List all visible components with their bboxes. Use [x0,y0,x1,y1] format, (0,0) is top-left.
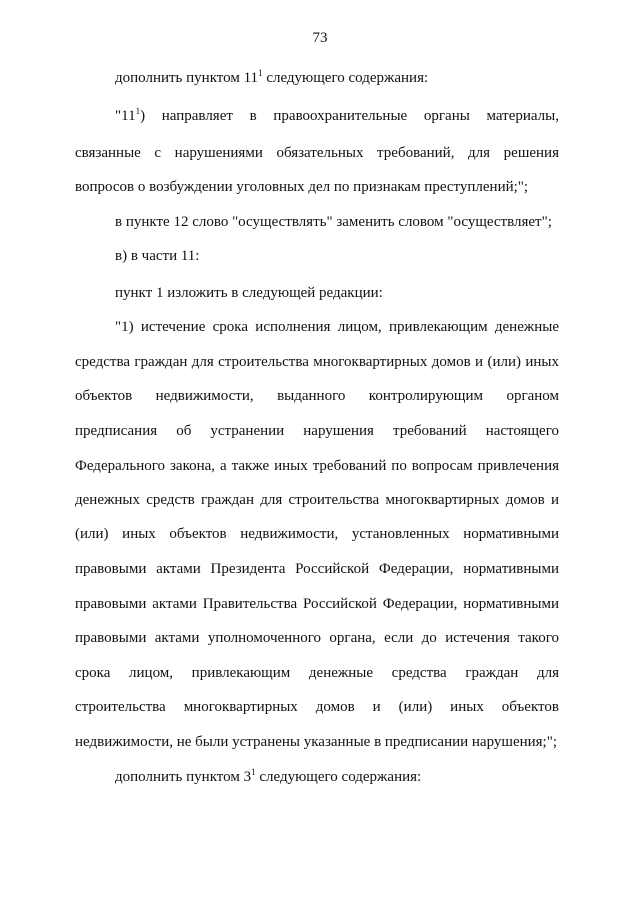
paragraph-line: объектов недвижимости, выданного контролирующим органом [75,388,559,404]
superscript: 1 [251,767,256,777]
text-fragment: следующего содержания: [262,70,429,86]
paragraph-line: в пункте 12 слово "осуществлять" заменить словом "осуществляет"; [115,214,552,230]
superscript: 1 [135,106,141,116]
paragraph-line: связанные с нарушениями обязательных требований, для решения [75,145,559,161]
paragraph-line: недвижимости, не были устранены указанные в предписании нарушения;"; [75,734,558,750]
text-fragment: дополнить пунктом 3 [115,769,252,785]
text-fragment: "11 [115,108,136,124]
paragraph-line: (или) иных объектов недвижимости, установленных нормативными [75,526,559,542]
paragraph-line: вопросов о возбуждении уголовных дел по признакам преступлений;"; [75,179,529,195]
superscript: 1 [258,68,263,78]
paragraph-line [115,767,559,787]
text-fragment: дополнить пунктом 11 [115,70,259,86]
paragraph-line: в) в части 11: [115,248,200,264]
paragraph-line: средства граждан для строительства многоквартирных домов и (или) иных [75,354,559,370]
text-fragment: ) направляет в правоохранительные органы материалы, [140,108,559,124]
paragraph-line: правовыми актами Правительства Российской Федерации, нормативными [75,596,559,612]
paragraph-line: предписания об устранении нарушения требований настоящего [75,423,559,439]
page-number: 73 [312,30,328,46]
paragraph-line [115,68,559,88]
paragraph-line: срока лицом, привлекающим денежные средства граждан для [75,665,559,681]
paragraph-line: строительства многоквартирных домов и (или) иных объектов [75,699,559,715]
text-fragment: следующего содержания: [255,769,422,785]
paragraph-line [115,106,559,126]
paragraph-line: денежных средств граждан для строительства многоквартирных домов и [75,492,559,508]
paragraph-line: правовыми актами Президента Российской Федерации, нормативными [75,561,559,577]
paragraph-line: пункт 1 изложить в следующей редакции: [115,285,383,301]
paragraph-line: правовыми актами уполномоченного органа, если до истечения такого [75,630,559,646]
paragraph-line: Федерального закона, а также иных требований по вопросам привлечения [75,458,559,474]
paragraph-line: "1) истечение срока исполнения лицом, привлекающим денежные [115,319,559,335]
